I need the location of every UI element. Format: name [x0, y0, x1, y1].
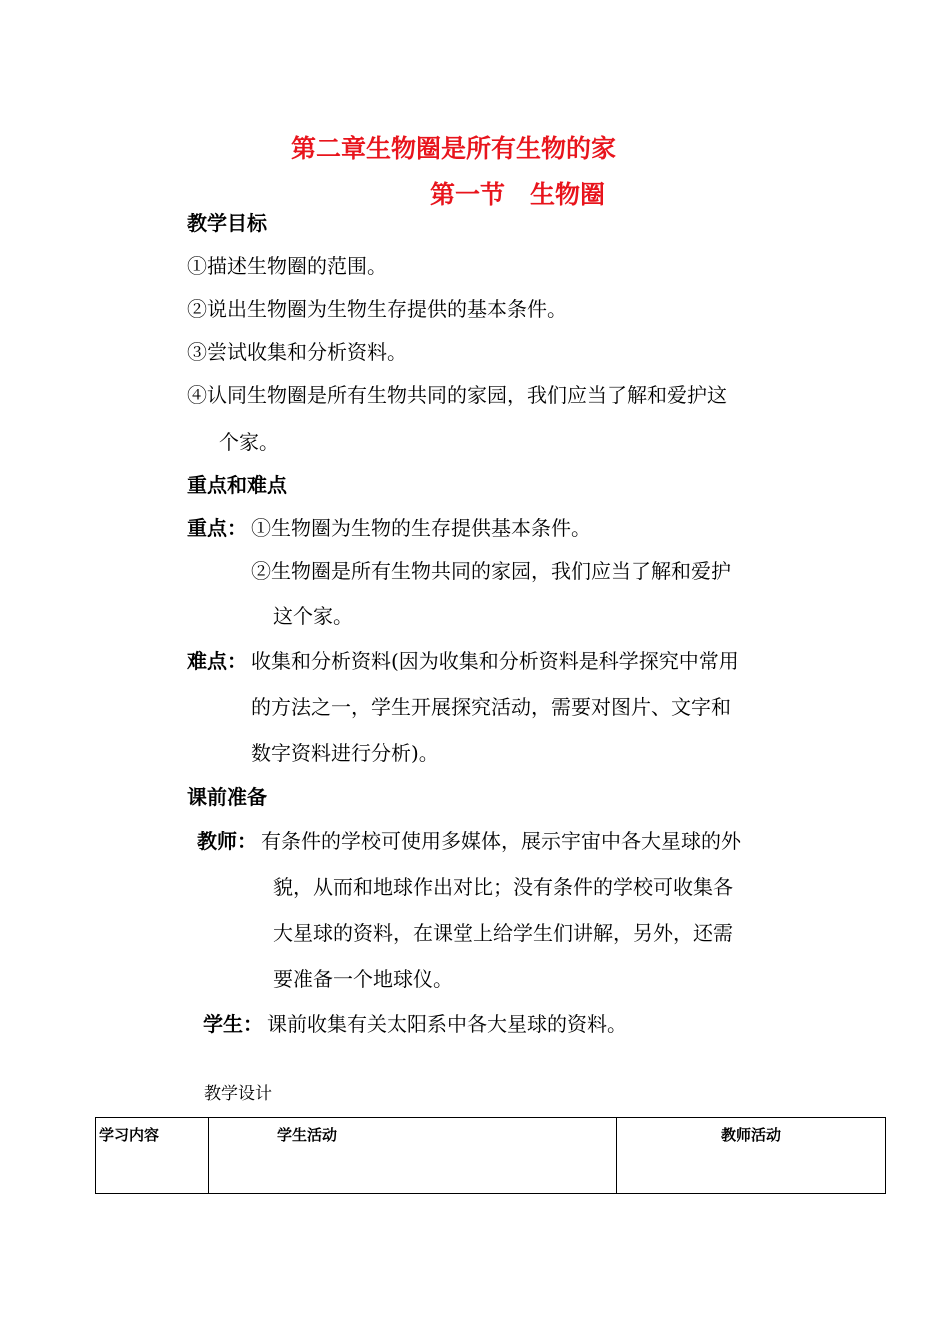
focus-item-2-line1: ②生物圈是所有生物共同的家园，我们应当了解和爱护 [251, 559, 731, 583]
difficulty-line1: 收集和分析资料(因为收集和分析资料是科学探究中常用 [251, 649, 739, 673]
column-teacher-activity: 教师活动 [617, 1118, 886, 1194]
page-title: 第二章生物圈是所有生物的家 [291, 134, 617, 163]
objective-item-4: ④认同生物圈是所有生物共同的家园，我们应当了解和爱护这 [187, 383, 727, 407]
objective-item-2: ②说出生物圈为生物生存提供的基本条件。 [187, 297, 567, 321]
table-row [96, 1118, 886, 1194]
design-caption: 教学设计 [204, 1084, 272, 1104]
difficulty-line2: 的方法之一，学生开展探究活动，需要对图片、文字和 [251, 695, 731, 719]
teacher-line1: 有条件的学校可使用多媒体，展示宇宙中各大星球的外 [261, 829, 741, 853]
objectives-heading: 教学目标 [187, 211, 267, 235]
focus-item-1: ①生物圈为生物的生存提供基本条件。 [251, 516, 591, 540]
difficulty-line3: 数字资料进行分析)。 [251, 741, 439, 765]
preparation-heading: 课前准备 [187, 785, 267, 809]
objective-item-3: ③尝试收集和分析资料。 [187, 340, 407, 364]
objective-item-4-continued: 个家。 [219, 430, 279, 454]
teacher-line2: 貌，从而和地球作出对比；没有条件的学校可收集各 [273, 875, 733, 899]
teacher-line3: 大星球的资料，在课堂上给学生们讲解，另外，还需 [273, 921, 733, 945]
section-title: 第一节 生物圈 [430, 180, 606, 209]
student-label: 学生： [203, 1012, 263, 1036]
focus-label: 重点： [187, 516, 247, 540]
objective-item-1: ①描述生物圈的范围。 [187, 254, 387, 278]
teacher-label: 教师： [197, 829, 257, 853]
column-learning-content: 学习内容 [96, 1118, 209, 1194]
design-table [95, 1117, 886, 1194]
key-points-heading: 重点和难点 [187, 473, 287, 497]
student-line: 课前收集有关太阳系中各大星球的资料。 [267, 1012, 627, 1036]
difficulty-label: 难点： [187, 649, 247, 673]
teacher-line4: 要准备一个地球仪。 [273, 967, 453, 991]
focus-item-2-line2: 这个家。 [273, 604, 353, 628]
column-student-activity: 学生活动 [209, 1118, 617, 1194]
